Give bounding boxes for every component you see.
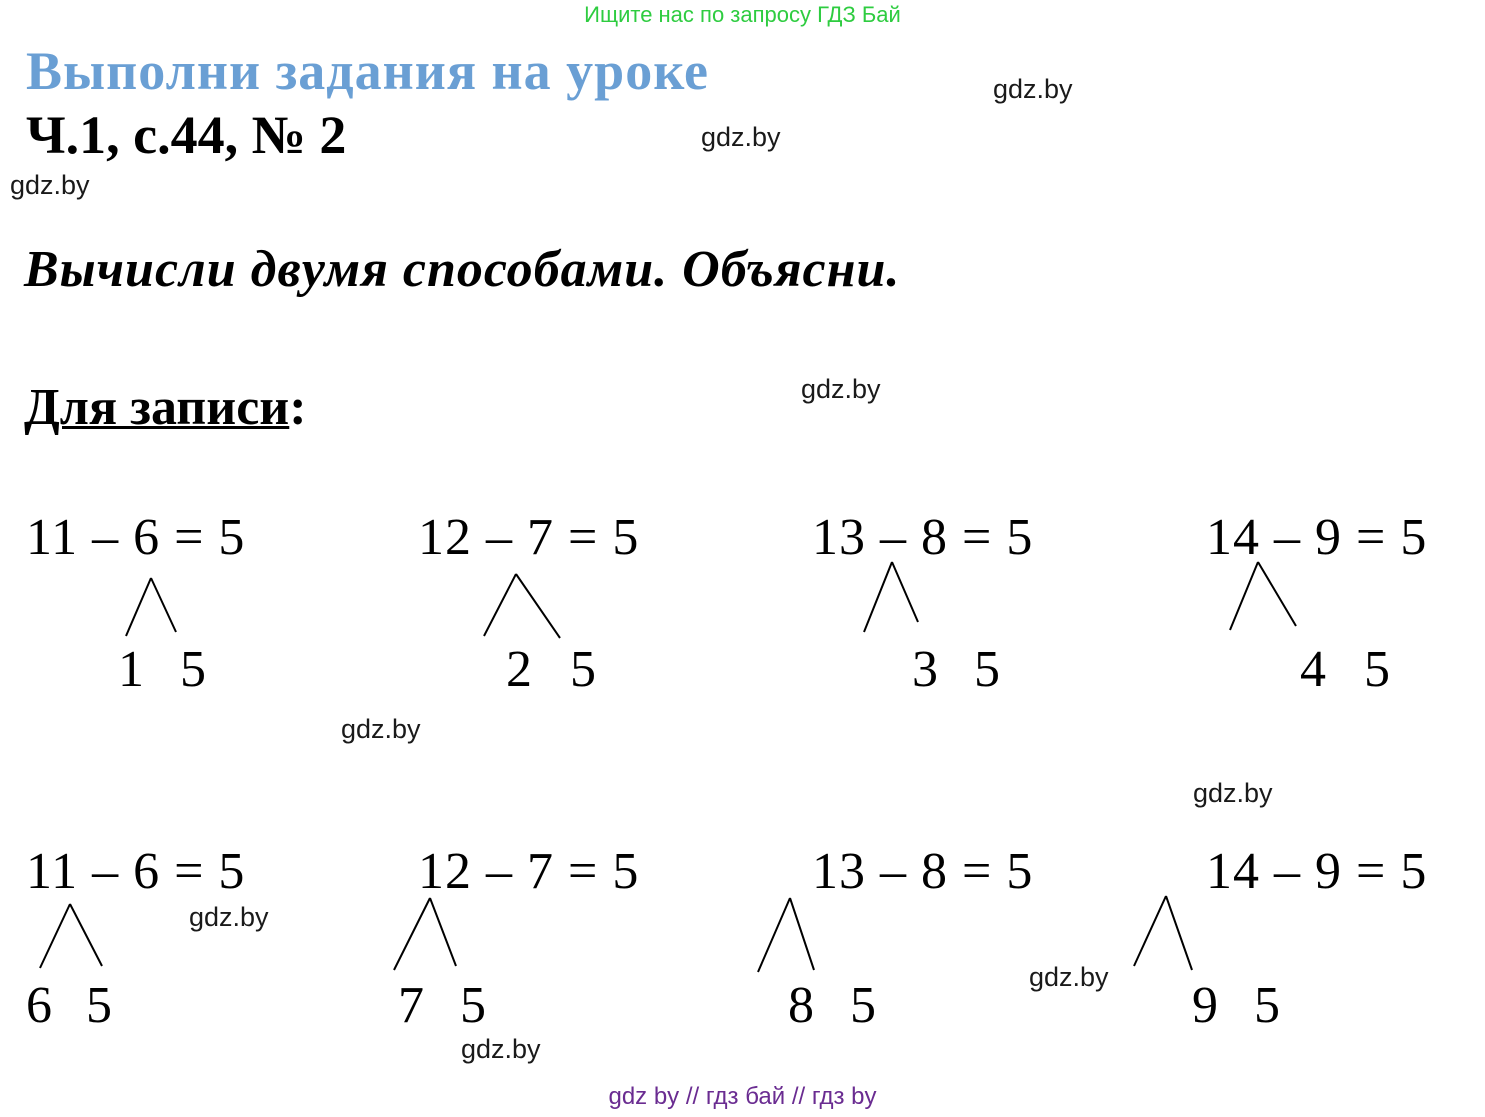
watermark: gdz.by xyxy=(10,170,90,200)
expression: 14 – 9 = 5 xyxy=(1206,843,1428,900)
page-reference: Ч.1, с.44, № 2 xyxy=(26,105,347,165)
branch-lines xyxy=(484,574,560,638)
branch-lines xyxy=(126,578,176,636)
branch-lines xyxy=(40,904,102,968)
decomposition-part: 8 xyxy=(788,977,814,1034)
top-banner: Ищите нас по запросу ГДЗ Бай xyxy=(584,2,901,27)
decomposition-part: 5 xyxy=(1254,977,1280,1034)
watermark: gdz.by xyxy=(189,902,269,932)
expression: 13 – 8 = 5 xyxy=(812,843,1034,900)
decomposition-part: 5 xyxy=(850,977,876,1034)
watermark: gdz.by xyxy=(461,1034,541,1064)
watermark: gdz.by xyxy=(1193,778,1273,808)
decomposition-part: 4 xyxy=(1300,641,1326,698)
branch-lines xyxy=(1230,562,1296,630)
decomposition-part: 1 xyxy=(118,641,144,698)
branch-lines xyxy=(864,562,918,632)
decomposition-part: 9 xyxy=(1192,977,1218,1034)
decomposition-part: 5 xyxy=(86,977,112,1034)
decomposition-part: 7 xyxy=(398,977,424,1034)
note-heading-label: Для записи xyxy=(24,379,290,436)
decomposition-part: 5 xyxy=(570,641,596,698)
watermark: gdz.by xyxy=(801,374,881,404)
decomposition-part: 5 xyxy=(180,641,206,698)
expression: 12 – 7 = 5 xyxy=(418,843,640,900)
expression: 14 – 9 = 5 xyxy=(1206,509,1428,566)
branch-lines xyxy=(394,898,456,970)
expression: 12 – 7 = 5 xyxy=(418,509,640,566)
decomposition-part: 3 xyxy=(912,641,938,698)
task-text: Вычисли двумя способами. Объясни. xyxy=(24,241,901,298)
decomposition-part: 5 xyxy=(460,977,486,1034)
expression: 13 – 8 = 5 xyxy=(812,509,1034,566)
watermark: gdz.by xyxy=(701,122,781,152)
watermark: gdz.by xyxy=(993,74,1073,104)
decomposition-part: 5 xyxy=(1364,641,1390,698)
watermark: gdz.by xyxy=(1029,962,1109,992)
branch-lines xyxy=(1134,896,1192,970)
footer-links: gdz by // гдз бай // гдз by xyxy=(608,1083,877,1110)
decomposition-part: 2 xyxy=(506,641,532,698)
section-title: Выполни задания на уроке xyxy=(26,41,709,101)
branch-lines xyxy=(758,898,814,972)
note-heading-colon: : xyxy=(289,379,307,436)
decomposition-part: 6 xyxy=(26,977,52,1034)
watermark: gdz.by xyxy=(341,714,421,744)
expression: 11 – 6 = 5 xyxy=(26,509,246,566)
expression: 11 – 6 = 5 xyxy=(26,843,246,900)
decomposition-part: 5 xyxy=(974,641,1000,698)
